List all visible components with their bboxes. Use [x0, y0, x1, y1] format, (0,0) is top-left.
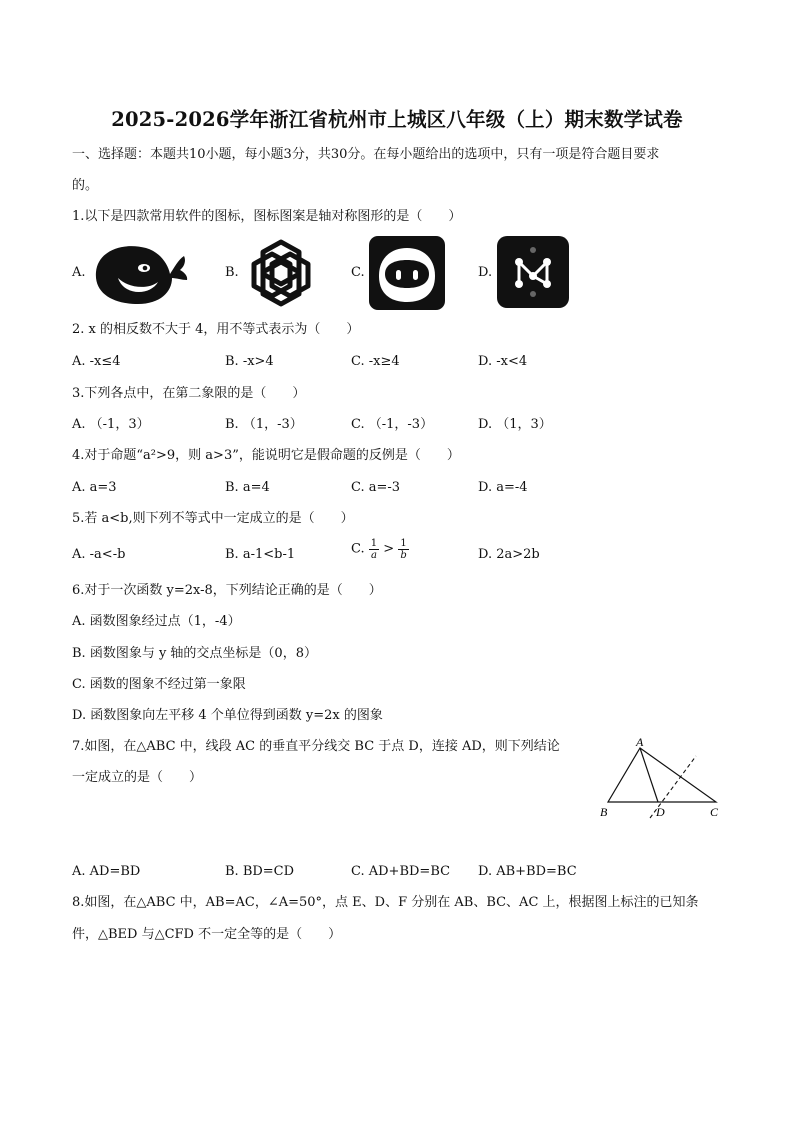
q3-option-c: C. （-1，-3）	[351, 417, 434, 432]
greater-than-sign: >	[383, 541, 395, 557]
q2-option-c: C. -x≥4	[351, 354, 400, 369]
question-1-stem: 1.以下是四款常用软件的图标，图标图案是轴对称图形的是（ ）	[72, 209, 462, 224]
question-7-stem: 7.如图，在△ABC 中，线段 AC 的垂直平分线交 BC 于点 D，连接 AD，则下列结论	[72, 739, 560, 754]
fraction-1-over-a: $\frac{1}{a}$	[370, 538, 378, 561]
robot-face-logo-icon	[369, 236, 445, 310]
q5-option-c	[351, 538, 409, 561]
page-title: 2025-2026学年浙江省杭州市上城区八年级（上）期末数学试卷	[111, 108, 683, 131]
q1-option-b-label: B.	[225, 265, 239, 280]
q5-option-d: D. 2a>2b	[478, 547, 540, 562]
section-heading-cont: 的。	[72, 178, 99, 193]
q7-option-a: A. AD=BD	[72, 864, 141, 879]
network-logo-icon	[497, 236, 569, 308]
vertex-a-label: A	[636, 736, 644, 749]
q2-option-d: D. -x<4	[478, 354, 528, 369]
q4-option-b: B. a=4	[225, 480, 270, 495]
knot-logo-icon	[244, 236, 318, 310]
whale-logo-icon	[88, 238, 190, 308]
q6-option-a: A. 函数图象经过点（1，-4）	[72, 614, 241, 629]
q3-option-a: A. （-1，3）	[72, 417, 150, 432]
q7-option-c: C. AD+BD=BC	[351, 864, 451, 879]
q5-option-a: A. -a<-b	[72, 547, 126, 562]
q4-option-d: D. a=-4	[478, 480, 528, 495]
vertex-d-label: D	[656, 805, 665, 819]
section-heading: 一、选择题：本题共10小题，每小题3分，共30分。在每小题给出的选项中，只有一项是符合题目要求	[72, 147, 660, 162]
vertex-b-label: B	[600, 805, 608, 819]
q5-option-b: B. a-1<b-1	[225, 547, 296, 562]
question-7-stem-cont: 一定成立的是（ ）	[72, 770, 203, 785]
fraction-1-over-b: $\frac{1}{b}$	[400, 538, 407, 561]
q2-option-a: A. -x≤4	[72, 354, 121, 369]
triangle-figure	[596, 736, 726, 822]
question-6-stem: 6.对于一次函数 y=2x-8，下列结论正确的是（ ）	[72, 583, 382, 598]
question-8-stem-cont: 件，△BED 与△CFD 不一定全等的是（ ）	[72, 927, 342, 942]
q1-option-d-label: D.	[478, 265, 493, 280]
q7-option-b: B. BD=CD	[225, 864, 295, 879]
question-4-stem: 4.对于命题“a²>9，则 a>3”，能说明它是假命题的反例是（ ）	[72, 448, 460, 463]
q3-option-d: D. （1，3）	[478, 417, 552, 432]
q4-option-a: A. a=3	[72, 480, 117, 495]
question-3-stem: 3.下列各点中，在第二象限的是（ ）	[72, 386, 306, 401]
q5-option-c-label: C.	[351, 541, 365, 557]
vertex-c-label: C	[710, 805, 719, 819]
q7-option-d: D. AB+BD=BC	[478, 864, 577, 879]
q6-option-c: C. 函数的图象不经过第一象限	[72, 677, 246, 692]
q1-option-c-label: C.	[351, 265, 365, 280]
q1-option-a-label: A.	[72, 265, 86, 280]
question-5-stem: 5.若 a<b,则下列不等式中一定成立的是（ ）	[72, 511, 354, 526]
question-2-stem: 2. x 的相反数不大于 4，用不等式表示为（ ）	[72, 322, 360, 337]
question-8-stem: 8.如图，在△ABC 中，AB=AC，∠A=50°，点 E、D、F 分别在 AB、BC、AC 上，根据图上标注的已知条	[72, 895, 699, 910]
q6-option-d: D. 函数图象向左平移 4 个单位得到函数 y=2x 的图象	[72, 708, 383, 723]
q3-option-b: B. （1，-3）	[225, 417, 303, 432]
q2-option-b: B. -x>4	[225, 354, 274, 369]
q6-option-b: B. 函数图象与 y 轴的交点坐标是（0，8）	[72, 646, 317, 661]
q4-option-c: C. a=-3	[351, 480, 401, 495]
